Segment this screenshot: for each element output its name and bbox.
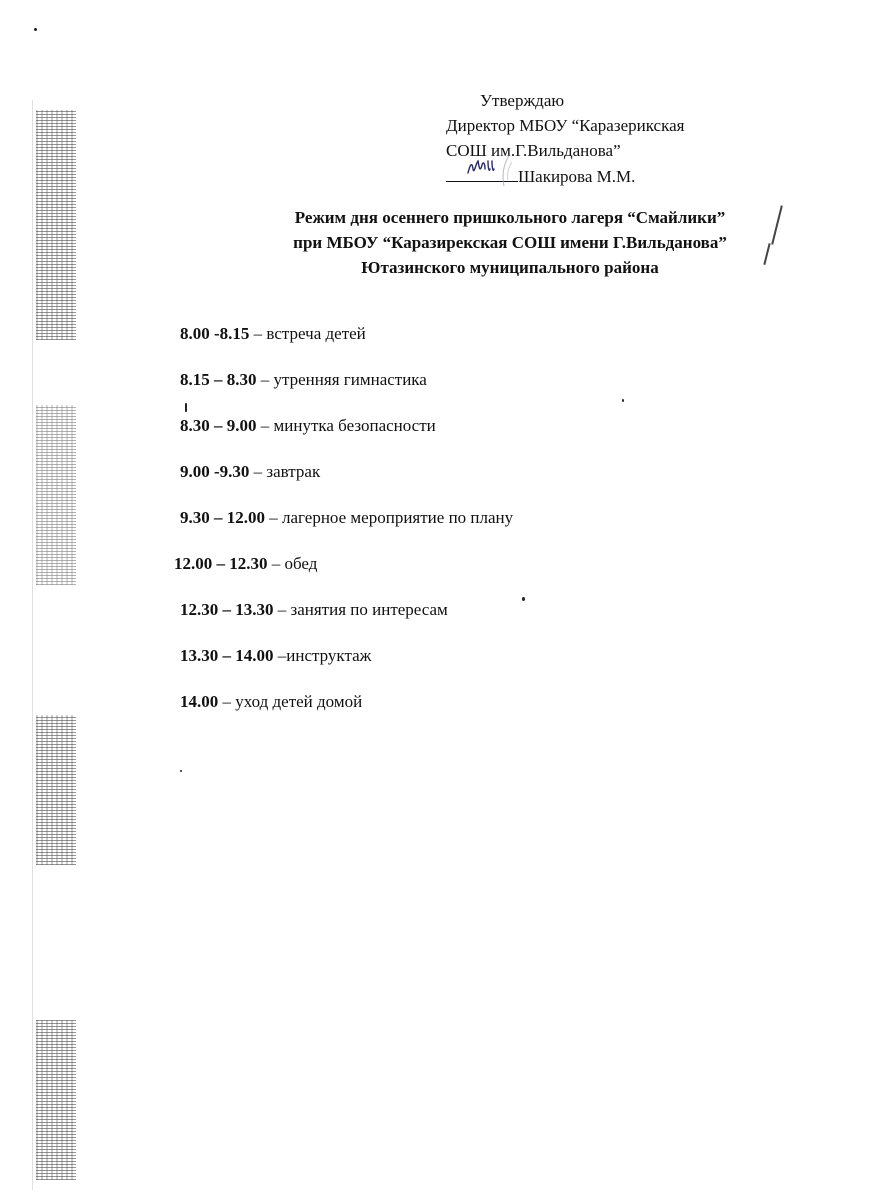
approval-title: Утверждаю: [480, 91, 565, 110]
schedule-activity: – встреча детей: [249, 324, 366, 343]
approval-position-line1: Директор МБОУ “Каразерикская: [446, 116, 685, 135]
title-line-1: Режим дня осеннего пришкольного лагеря “Смайлики”: [294, 208, 726, 227]
scan-artifact: [36, 1020, 76, 1180]
schedule-activity: – минутка безопасности: [256, 416, 436, 435]
schedule-activity: – утренняя гимнастика: [256, 370, 427, 389]
schedule-time: 13.30 – 14.00: [180, 646, 274, 665]
schedule-activity: – лагерное мероприятие по плану: [265, 508, 514, 527]
document-title: [0, 205, 873, 280]
schedule-time: 12.30 – 13.30: [180, 600, 274, 619]
schedule-item: [180, 462, 320, 482]
schedule-time: 12.00 – 12.30: [174, 554, 268, 573]
scan-speck: [622, 399, 624, 402]
scan-speck: [522, 597, 525, 601]
schedule-item: [180, 646, 371, 666]
title-line-3: Ютазинского муниципального района: [361, 258, 659, 277]
schedule-time: 9.00 -9.30: [180, 462, 250, 481]
scan-artifact: [36, 405, 76, 585]
schedule-activity: – уход детей домой: [218, 692, 363, 711]
schedule-time: 8.30 – 9.00: [180, 416, 257, 435]
schedule-item: [180, 692, 362, 712]
schedule-time: 8.00 -8.15: [180, 324, 250, 343]
stamp-icon: [500, 150, 522, 188]
schedule-time: 8.15 – 8.30: [180, 370, 257, 389]
schedule-item: [174, 554, 317, 574]
title-line-2: при МБОУ “Каразирекская СОШ имени Г.Вильданова”: [293, 233, 727, 252]
schedule-activity: – завтрак: [249, 462, 321, 481]
schedule-time: 9.30 – 12.00: [180, 508, 265, 527]
scan-speck: [180, 770, 182, 772]
approver-name: Шакирова М.М.: [518, 167, 636, 186]
schedule-item: [180, 370, 427, 390]
schedule-item: [180, 600, 448, 620]
schedule-activity: – обед: [267, 554, 318, 573]
approval-position-line2: СОШ им.Г.Вильданова”: [446, 141, 621, 160]
signature-icon: [462, 155, 502, 179]
scan-speck: [185, 403, 187, 412]
schedule-activity: – занятия по интересам: [273, 600, 448, 619]
schedule-item: [180, 324, 366, 344]
schedule-time: 14.00: [180, 692, 219, 711]
scan-artifact: [36, 715, 76, 865]
schedule-activity: –инструктаж: [273, 646, 372, 665]
approval-block: [446, 88, 684, 189]
schedule-item: [180, 416, 436, 436]
schedule-item: [180, 508, 513, 528]
scan-speck: [34, 28, 37, 31]
signature-row: [446, 163, 684, 189]
